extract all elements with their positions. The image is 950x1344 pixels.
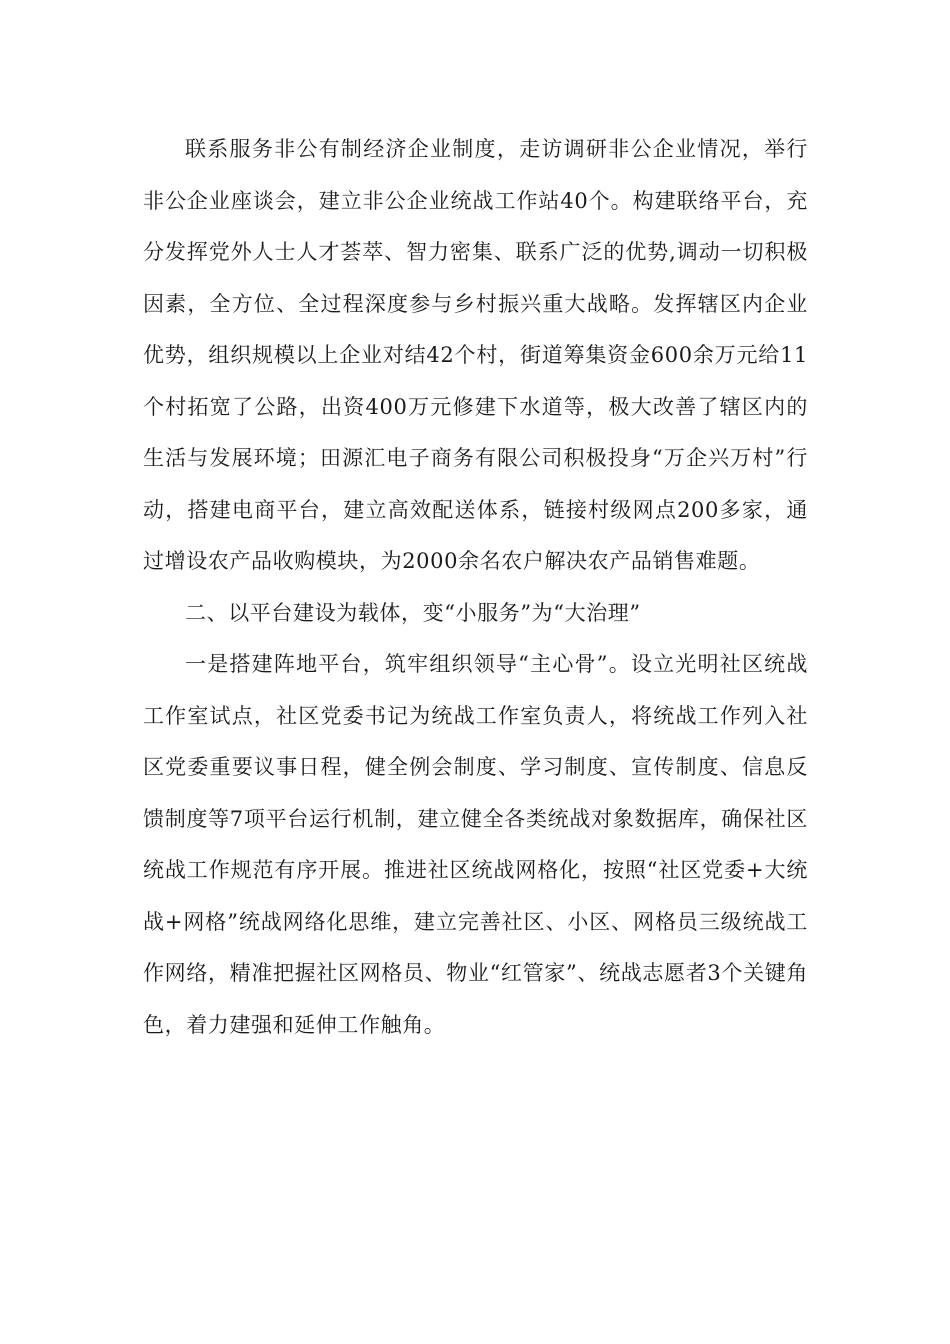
- paragraph-platform-building: 一是搭建阵地平台，筑牢组织领导“主心骨”。设立光明社区统战工作室试点，社区党委书记为统战工作室负责人，将统战工作列入社区党委重要议事日程，健全例会制度、学习制度、宣传制度、信息反馈制度等7项平台运行机制，建立健全各类统战对象数据库，确保社区统战工作规范有序开展。推进社区统战网格化，按照“社区党委+大统战+网格”统战网络化思维，建立完善社区、小区、网格员三级统战工作网络，精准把握社区网格员、物业“红管家”、统战志愿者3个关键角色，着力建强和延伸工作触角。: [143, 652, 808, 1037]
- paragraph-united-front-enterprises: 联系服务非公有制经济企业制度，走访调研非公企业情况，举行非公企业座谈会，建立非公企业统战工作站40个。构建联络平台，充分发挥党外人士人才荟萃、智力密集、联系广泛的优势,调动一切积极因素，全方位、全过程深度参与乡村振兴重大战略。发挥辖区内企业优势，组织规模以上企业对结42个村，街道筹集资金600余万元给11个村拓宽了公路，出资400万元修建下水道等，极大改善了辖区内的生活与发展环境；田源汇电子商务有限公司积极投身“万企兴万村”行动，搭建电商平台，建立高效配送体系，链接村级网点200多家，通过增设农产品收购模块，为2000余名农户解决农产品销售难题。: [143, 137, 808, 573]
- section-heading-platform: 二、以平台建设为载体，变“小服务”为“大治理”: [185, 600, 641, 625]
- document-body: [143, 124, 808, 1051]
